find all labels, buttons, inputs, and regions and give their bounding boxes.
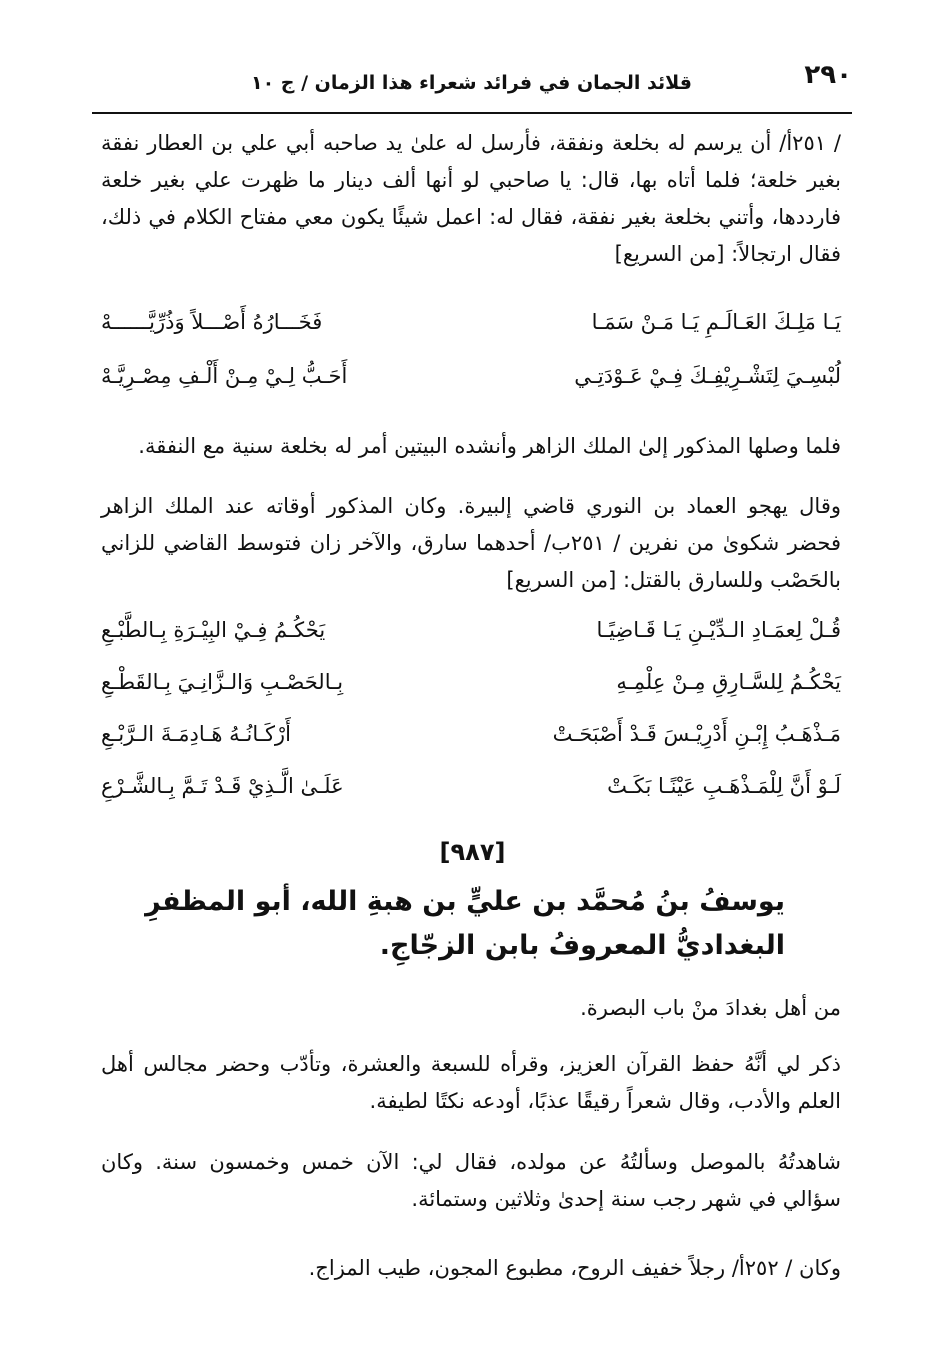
hemistich-first: لُبْسِـيَ لِتَشْـرِيْفِـكَ فِـيْ عَـوْدَتِـي [574, 364, 841, 388]
poem1-verse-2 [101, 364, 841, 404]
poem2-verse-2 [101, 670, 841, 710]
page-number: ٢٩٠ [804, 60, 852, 90]
hemistich-second: أَرْكَـانُـهُ هَـادِمَـةَ الـرَّبْـعِ [101, 722, 291, 746]
hemistich-first: يَـا مَلِـكَ العَـالَـمِ يَـا مَـنْ سَمَـا [591, 310, 841, 334]
paragraph-5: ذكر لي أنَّهُ حفظ القرآن العزيز، وقرأه للسبعة والعشرة، وتأدّب وحضر مجالس أهل العلم والأدب، وقال شعراً رقيقًا عذبًا، أودعه نكتًا لطيفة. [101, 1052, 841, 1113]
hemistich-first: قُـلْ لِعمَـادِ الـدِّيْـنِ يَـا قَـاضِيًـا [596, 618, 841, 642]
paragraph-7: وكان / ٢٥٢أ/ رجلاً خفيف الروح، مطبوع المجون، طيب المزاج. [308, 1256, 841, 1280]
paragraph-3: وقال يهجو العماد بن النوري قاضي إلبيرة. وكان المذكور أوقاته عند الملك الزاهر فحضر شكوىٰ من نفرين / ٢٥١ب/ أحدهما سارق، والآخر زان فتوسط القاضي للزاني بالحَصْب وللسارق بالقتل: [من السريع] [101, 494, 841, 592]
hemistich-first: يَحْكُـمُ لِلسَّـارِقِ مِـنْ عِلْمِـهِ [616, 670, 841, 694]
poem2-verse-3 [101, 722, 841, 762]
hemistich-first: مَـذْهَـبُ إِبْـنِ أَدْرِيْـسَ قَـدْ أَصْبَحَـتْ [552, 722, 841, 746]
entry-heading: يوسفُ بنُ مُحمَّد بن عليٍّ بن هبةِ الله، أبو المظفرِ البغداديُّ المعروفُ بابن الزجّاجِ. [145, 886, 785, 961]
poem1-verse-1 [101, 310, 841, 350]
paragraph-4: من أهل بغدادَ منْ باب البصرة. [580, 996, 841, 1020]
hemistich-second: عَلَـىٰ الَّـذِيْ قَـدْ تَـمَّ بِـالشَّـرْعِ [101, 774, 344, 798]
poem2-verse-1 [101, 618, 841, 658]
paragraph-2: فلما وصلها المذكور إلىٰ الملك الزاهر وأنشده البيتين أمر له بخلعة سنية مع النفقة. [138, 434, 841, 458]
paragraph-1: / ٢٥١أ/ أن يرسم له بخلعة ونفقة، فأرسل له علىٰ يد صاحبه أبي علي بن العطار نفقة بغير خلعة؛ فلما أتاه بها، قال: يا صاحبي لو أنها ألف دينار ما ظهرت علي بغير خلعة فارددها، وأتني بخلعة بغير نفقة، فقال له: اعمل شيئًا يكون معي مفتاح الكلام في ذلك، فقال ارتجالاً: [من السريع] [101, 131, 841, 266]
hemistich-second: بِـالحَصْـبِ وَالـزَّانِـيَ بِـالقَطْـعِ [101, 670, 344, 694]
page-header [92, 60, 852, 114]
running-title: قلائد الجمان في فرائد شعراء هذا الزمان / ج ١٠ [250, 72, 692, 94]
hemistich-second: يَحْكُـمُ فِـيْ البِيْـرَةِ بِـالطَّبْـعِ [101, 618, 326, 642]
paragraph-6: شاهدتُهُ بالموصل وسألتُهُ عن مولده، فقال لي: الآن خمس وخمسون سنة. وكان سؤالي في شهر رجب سنة إحدىٰ وثلاثين وستمائة. [101, 1150, 841, 1211]
entry-number: [٩٨٧] [439, 838, 506, 866]
hemistich-second: فَخَـــارُهُ أَصْـــلاً وَذُرِّيَّــــــهْ [101, 310, 323, 334]
hemistich-second: أَحَـبُّ لِـيْ مِـنْ أَلْـفِ مِصْـرِيَّـهْ [101, 364, 348, 388]
hemistich-first: لَـوْ أَنَّ لِلْمَـذْهَـبِ عَيْنًـا بَكَـتْ [607, 774, 841, 798]
poem2-verse-4 [101, 774, 841, 814]
